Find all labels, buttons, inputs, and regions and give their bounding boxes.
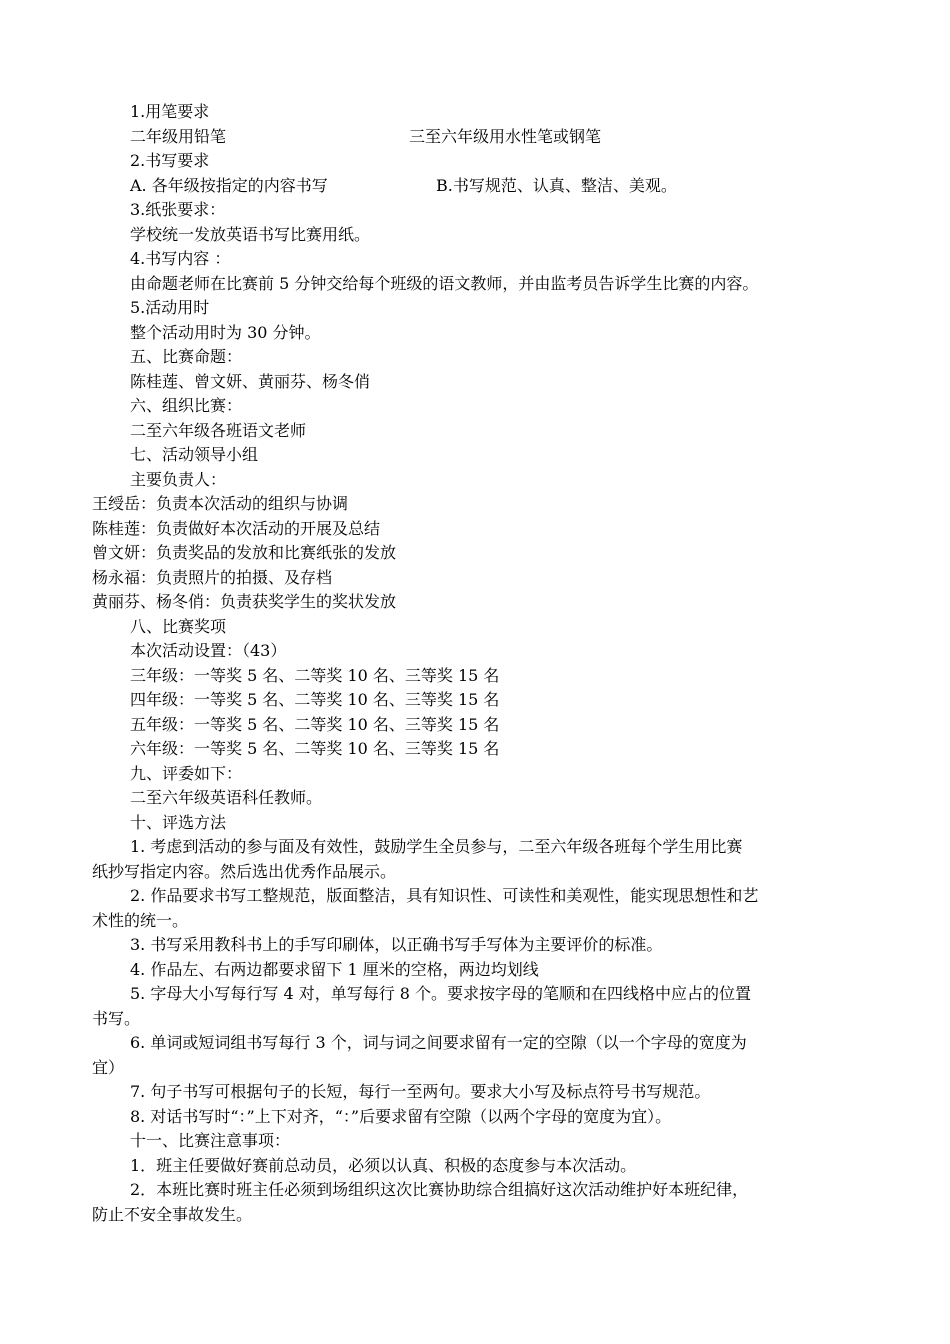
text-line: 九、评委如下：	[130, 764, 243, 783]
text-line: 五年级：一等奖 5 名、二等奖 10 名、三等奖 15 名	[130, 715, 500, 734]
text-line: 主要负责人：	[130, 470, 227, 489]
text-line: 六、组织比赛：	[130, 396, 243, 415]
text-line: 1. 考虑到活动的参与面及有效性，鼓励学生全员参与，二至六年级各班每个学生用比赛	[130, 837, 743, 856]
text-line: 陈桂莲：负责做好本次活动的开展及总结	[92, 519, 381, 538]
text-line: 五、比赛命题：	[130, 347, 243, 366]
text-line: 二年级用铅笔	[130, 127, 227, 146]
text-line: 1.用笔要求	[130, 102, 210, 121]
text-line: 三年级：一等奖 5 名、二等奖 10 名、三等奖 15 名	[130, 666, 500, 685]
text-line: 5. 字母大小写每行写 4 对，单写每行 8 个。要求按字母的笔顺和在四线格中应占的位置	[130, 984, 752, 1003]
text-line: 七、活动领导小组	[130, 445, 259, 464]
text-line: 学校统一发放英语书写比赛用纸。	[130, 225, 371, 244]
text-line: 十、评选方法	[130, 813, 227, 832]
text-line: 二至六年级各班语文老师	[130, 421, 307, 440]
text-line: 5.活动用时	[130, 298, 210, 317]
text-line: 7. 句子书写可根据句子的长短，每行一至两句。要求大小写及标点符号书写规范。	[130, 1082, 711, 1101]
text-line: 三至六年级用水性笔或钢笔	[409, 127, 602, 146]
text-line: 6. 单词或短词组书写每行 3 个，词与词之间要求留有一定的空隙（以一个字母的宽度为	[130, 1033, 747, 1052]
text-line: A. 各年级按指定的内容书写	[130, 176, 328, 195]
text-line: 2. 作品要求书写工整规范，版面整洁，具有知识性、可读性和美观性，能实现思想性和艺	[130, 886, 759, 905]
text-line: 王绶岳：负责本次活动的组织与协调	[92, 494, 349, 513]
text-line: 2．本班比赛时班主任必须到场组织这次比赛协助综合组搞好这次活动维护好本班纪律，	[130, 1180, 749, 1199]
text-line: 书写。	[92, 1009, 141, 1028]
text-line: 纸抄写指定内容。然后选出优秀作品展示。	[92, 862, 397, 881]
text-line: 杨永福：负责照片的拍摄、及存档	[92, 568, 333, 587]
text-line: 由命题老师在比赛前 5 分钟交给每个班级的语文教师，并由监考员告诉学生比赛的内容。	[130, 274, 759, 293]
text-line: 六年级：一等奖 5 名、二等奖 10 名、三等奖 15 名	[130, 739, 500, 758]
text-line: 宜）	[92, 1058, 125, 1077]
text-line: 八、比赛奖项	[130, 617, 227, 636]
text-line: 四年级：一等奖 5 名、二等奖 10 名、三等奖 15 名	[130, 690, 500, 709]
text-line: 陈桂莲、曾文妍、黄丽芬、杨冬俏	[130, 372, 371, 391]
text-line: 黄丽芬、杨冬俏：负责获奖学生的奖状发放	[92, 592, 397, 611]
text-line: 二至六年级英语科任教师。	[130, 788, 323, 807]
text-line: 8. 对话书写时“：”上下对齐，“：”后要求留有空隙（以两个字母的宽度为宜）。	[130, 1107, 672, 1126]
text-line: 3. 书写采用教科书上的手写印刷体，以正确书写手写体为主要评价的标准。	[130, 935, 663, 954]
text-line: 4. 作品左、右两边都要求留下 1 厘米的空格，两边均划线	[130, 960, 539, 979]
text-line: 曾文妍：负责奖品的发放和比赛纸张的发放	[92, 543, 397, 562]
text-line: 2.书写要求	[130, 151, 210, 170]
text-line: 术性的统一。	[92, 911, 189, 930]
text-line: 十一、比赛注意事项：	[130, 1131, 291, 1150]
text-line: 本次活动设置：（43）	[130, 641, 287, 660]
text-line: 1．班主任要做好赛前总动员，必须以认真、积极的态度参与本次活动。	[130, 1156, 637, 1175]
text-line: 防止不安全事故发生。	[92, 1205, 253, 1224]
text-line: 4.书写内容 ：	[130, 249, 231, 268]
text-line: 整个活动用时为 30 分钟。	[130, 323, 321, 342]
text-line: 3.纸张要求：	[130, 200, 226, 219]
text-line: B.书写规范、认真、整洁、美观。	[436, 176, 677, 195]
